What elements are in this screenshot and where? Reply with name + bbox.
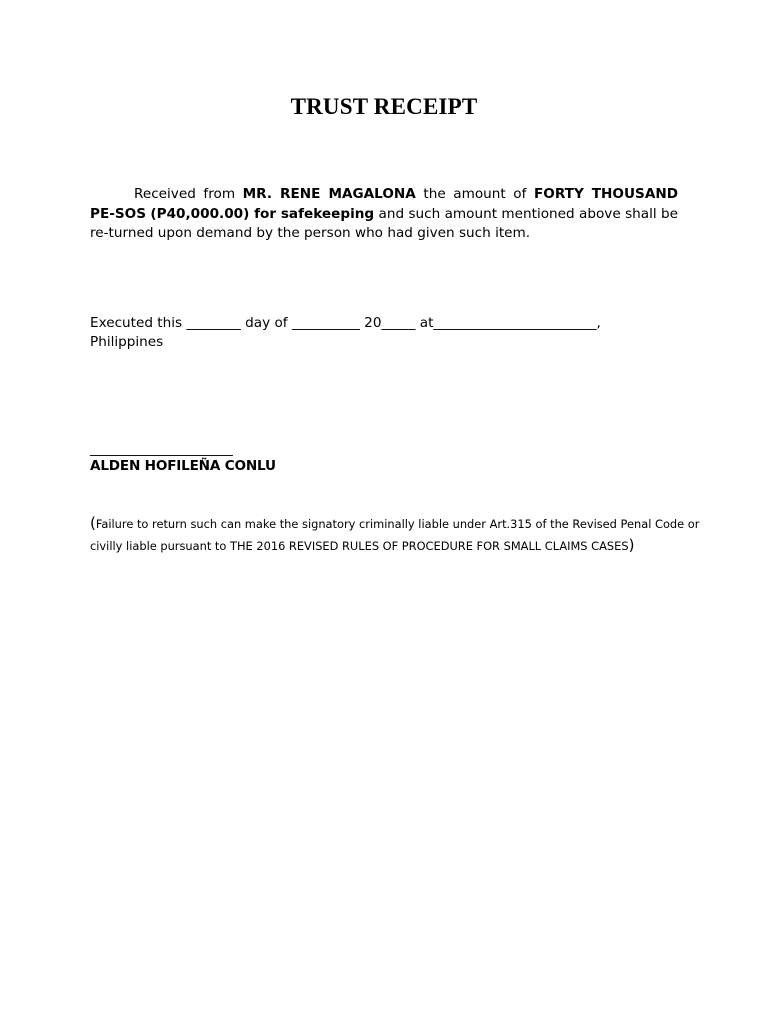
received-from-text: Received from bbox=[134, 186, 243, 202]
execution-country: Philippines bbox=[90, 334, 164, 350]
signature-line: _____________________ bbox=[90, 441, 233, 457]
amount-figure: (P40,000.00) for safekeeping bbox=[150, 205, 375, 222]
amount-words: FORTY THOUSAND PE-SOS bbox=[90, 186, 679, 222]
return-condition-text: and such amount mentioned above shall be re-turned upon demand by the person who had given such item. bbox=[90, 205, 678, 241]
liability-note bbox=[90, 513, 700, 557]
signatory-name: ALDEN HOFILEÑA CONLU bbox=[90, 458, 276, 474]
amount-of-text: the amount of bbox=[415, 186, 534, 202]
note-open-paren: ( bbox=[90, 514, 96, 532]
note-text: Failure to return such can make the signatory criminally liable under Art.315 of the Revised Penal Code or civilly liable pursuant to THE 2016 REVISED RULES OF PROCEDURE FOR SMALL CLAIMS CASES bbox=[90, 517, 700, 553]
note-close-paren: ) bbox=[628, 536, 635, 554]
document-title: TRUST RECEIPT bbox=[290, 94, 478, 119]
receipt-statement bbox=[90, 185, 678, 244]
execution-date-place-line: Executed this ________ day of __________ 20_____ at________________________, bbox=[90, 315, 601, 331]
execution-clause bbox=[90, 314, 690, 352]
giver-name: MR. RENE MAGALONA bbox=[242, 186, 416, 202]
